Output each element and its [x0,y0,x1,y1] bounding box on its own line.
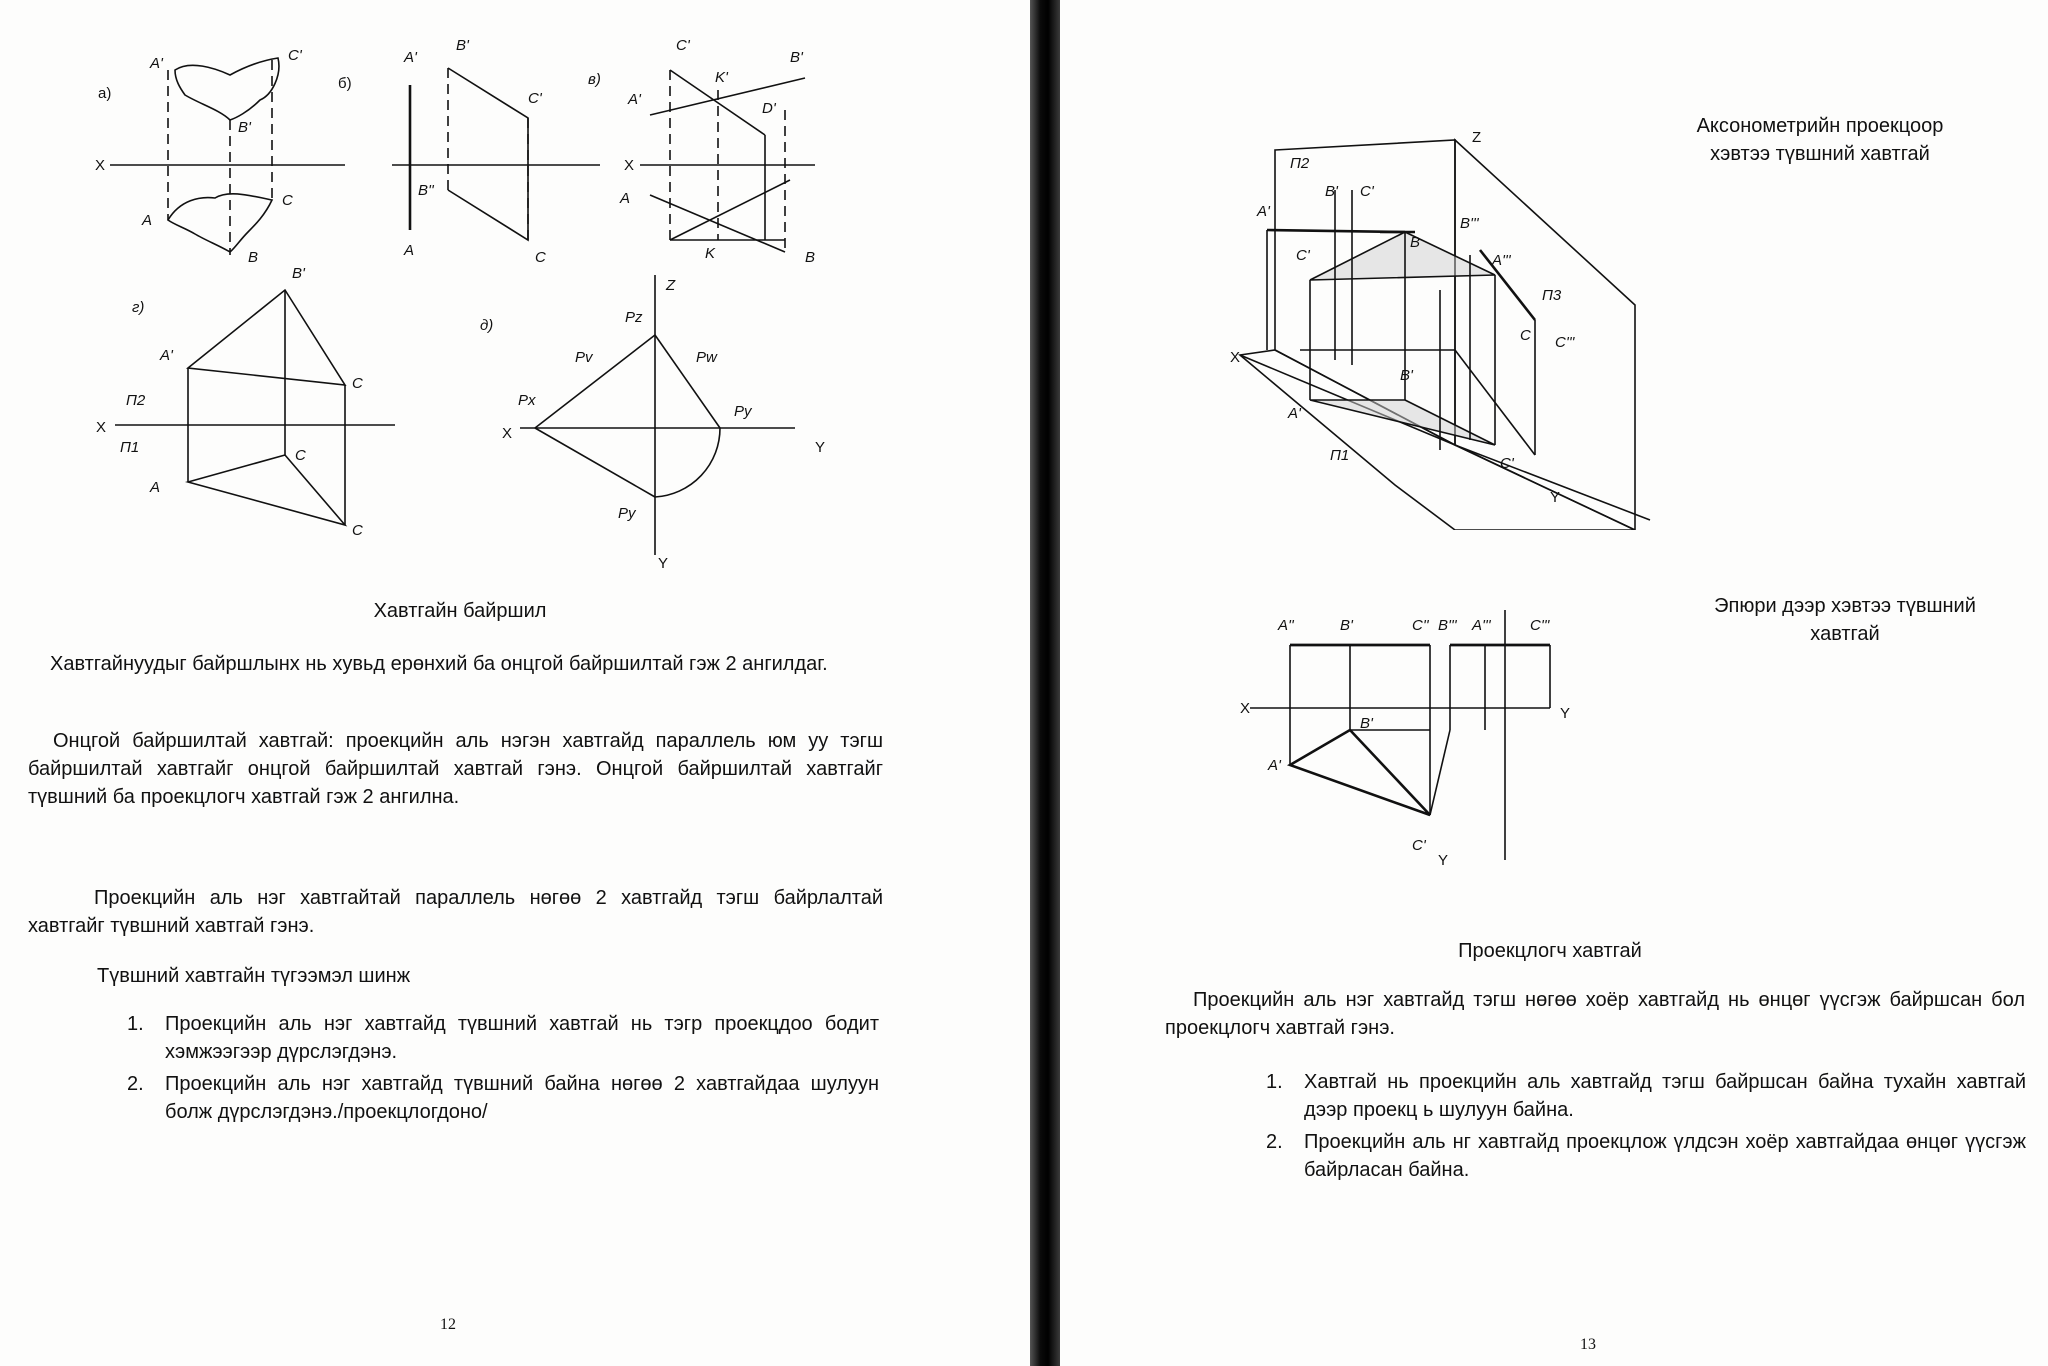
figure-g-label: C [295,447,306,464]
figure-b-label: C [535,249,546,266]
figure-a-label: C [282,192,293,209]
figure-d-label: Pw [696,349,717,366]
property-list [1266,1068,2026,1188]
axonometric-figure [1210,110,1770,530]
figure-a-label: C' [288,47,302,64]
axon-label: Z [1472,129,1482,146]
figure-caption: Хавтгайн байршил [373,600,547,622]
page-number: 13 [1580,1336,1596,1353]
axon-label: C''' [1555,334,1575,351]
figure-v-label: B [805,249,816,266]
axon-label: A''' [1492,252,1511,269]
figure-v-label: K [705,245,716,262]
list-number: 2. [127,1073,144,1095]
figure-a-label: B' [238,119,251,136]
figure-group-left [0,0,1030,600]
figure-b-label: A [404,242,415,259]
figure-b-label: B'' [418,182,434,199]
axonometric-caption: Аксонометрийн проекцоор хэвтээ түвшний хавтгай [1696,115,1944,165]
epure-label: Y [1438,852,1449,869]
axon-label: Π2 [1290,155,1310,172]
figure-g-label: B' [292,265,305,282]
right-page [1060,0,2048,1366]
axon-label: C [1520,327,1531,344]
figure-a-x-label: X [95,157,106,174]
axon-label: A' [1257,203,1270,220]
list-text: Проекцийн аль нэг хавтгайд түвшний хавтгай нь тэгр проекцдоо бодит хэмжээгээр дүрслэгдэнэ. [165,1013,879,1063]
axon-label: C' [1500,455,1514,472]
list-number: 1. [1266,1071,1283,1093]
figure-b-tag: б) [338,75,352,92]
subheading: Түвшний хавтгайн түгээмэл шинж [97,965,411,987]
axon-label: B' [1400,367,1413,384]
paragraph: Онцгой байршилтай хавтгай: проекцийн аль нэгэн хавтгайд параллель юм уу тэгш байршилтай хавтгайг онцгой байршилтай хавтгай гэнэ. Онцгой байршилтай хавтгайг түвшний ба проекцлогч хавтгай гэж 2 ангилна. [28,730,883,808]
figure-d-label: X [502,425,513,442]
figure-v-label: B' [790,49,803,66]
figure-g-tag: г) [132,299,145,316]
figure-d-label: Z [666,277,676,294]
list-number: 1. [127,1013,144,1035]
axon-label: Y [1550,489,1561,506]
figure-d-label: Pz [625,309,643,326]
figure-g-label: A' [160,347,173,364]
figure-d-label: Px [518,392,536,409]
epure-figure [1240,600,1640,870]
paragraph: Проекцийн аль нэг хавтгайд тэгш нөгөө хоёр хавтгайд нь өнцөг үүсгэж байршсан бол проекцлогч хавтгай гэнэ. [1165,989,2025,1039]
epure-label: A'' [1278,617,1294,634]
figure-v-label: X [624,157,635,174]
list-item [1266,1068,2026,1124]
epure-label: B' [1340,617,1353,634]
list-number: 2. [1266,1131,1283,1153]
figure-a-label: A' [150,55,163,72]
figure-g-label: Π1 [120,439,140,456]
epure-label: Y [1560,705,1571,722]
figure-g-label: X [96,419,107,436]
axon-label: C' [1360,183,1374,200]
epure-label: C' [1412,837,1426,854]
figure-v-label: K' [715,69,728,86]
axon-label: Π1 [1330,447,1350,464]
property-list [127,1010,879,1130]
list-item [127,1070,879,1126]
figure-g-label: A [150,479,161,496]
figure-a-tag: а) [98,85,112,102]
list-item [1266,1128,2026,1184]
epure-label: A' [1268,757,1281,774]
figure-g-label: C [352,522,363,539]
figure-d-label: Pv [575,349,593,366]
figure-g-label: C [352,375,363,392]
figure-d-label: Y [658,555,669,572]
axon-label: X [1230,349,1241,366]
figure-b-label: C' [528,90,542,107]
list-text: Проекцийн аль нэг хавтгайд түвшний байна нөгөө 2 хавтгайдаа шулуун болж дүрслэгдэнэ./проекцлогдоно/ [165,1073,879,1123]
axon-label: Π3 [1542,287,1562,304]
figure-a-label: B [248,249,259,266]
figure-d-label: Py [618,505,636,522]
paragraph: Проекцийн аль нэг хавтгайтай параллель нөгөө 2 хавтгайд тэгш байрлалтай хавтгайг түвшний хавтгай гэнэ. [28,887,883,937]
figure-d-tag: д) [480,317,494,334]
figure-v-label: D' [762,100,776,117]
list-text: Проекцийн аль нг хавтгайд проекцлож үлдсэн хоёр хавтгайдаа өнцөг үүсгэж байрласан байна. [1304,1131,2026,1181]
axon-label: B [1410,234,1421,251]
epure-label: C''' [1530,617,1550,634]
figure-v-tag: в) [588,71,601,88]
list-text: Хавтгай нь проекцийн аль хавтгайд тэгш байршсан байна тухайн хавтгай дээр проекц ь шулуун байна. [1304,1071,2026,1121]
book-spine [1030,0,1060,1366]
figure-v-label: A [620,190,631,207]
figure-b-label: A' [404,49,417,66]
list-item [127,1010,879,1066]
page-number: 12 [440,1316,456,1333]
paragraph: Хавтгайнуудыг байршлынх нь хувьд ерөнхий ба онцгой байршилтай гэж 2 ангилдаг. [50,653,828,675]
axon-label: B''' [1460,215,1479,232]
epure-label: B''' [1438,617,1457,634]
epure-label: B' [1360,715,1373,732]
epure-caption: Эпюри дээр хэвтээ түвшний хавтгай [1714,595,1976,645]
axon-label: C' [1296,247,1310,264]
axon-label: B' [1325,183,1338,200]
figure-v-label: A' [628,91,641,108]
figure-d-label: Py [734,403,752,420]
figure-g-label: Π2 [126,392,146,409]
epure-label: C'' [1412,617,1429,634]
axon-label: A' [1288,405,1301,422]
figure-v-label: C' [676,37,690,54]
figure-a-label: A [142,212,153,229]
epure-label: A''' [1472,617,1491,634]
section-caption: Проекцлогч хавтгай [1458,940,1642,962]
figure-b-label: B' [456,37,469,54]
epure-label: X [1240,700,1251,717]
figure-d-label: Y [815,439,826,456]
